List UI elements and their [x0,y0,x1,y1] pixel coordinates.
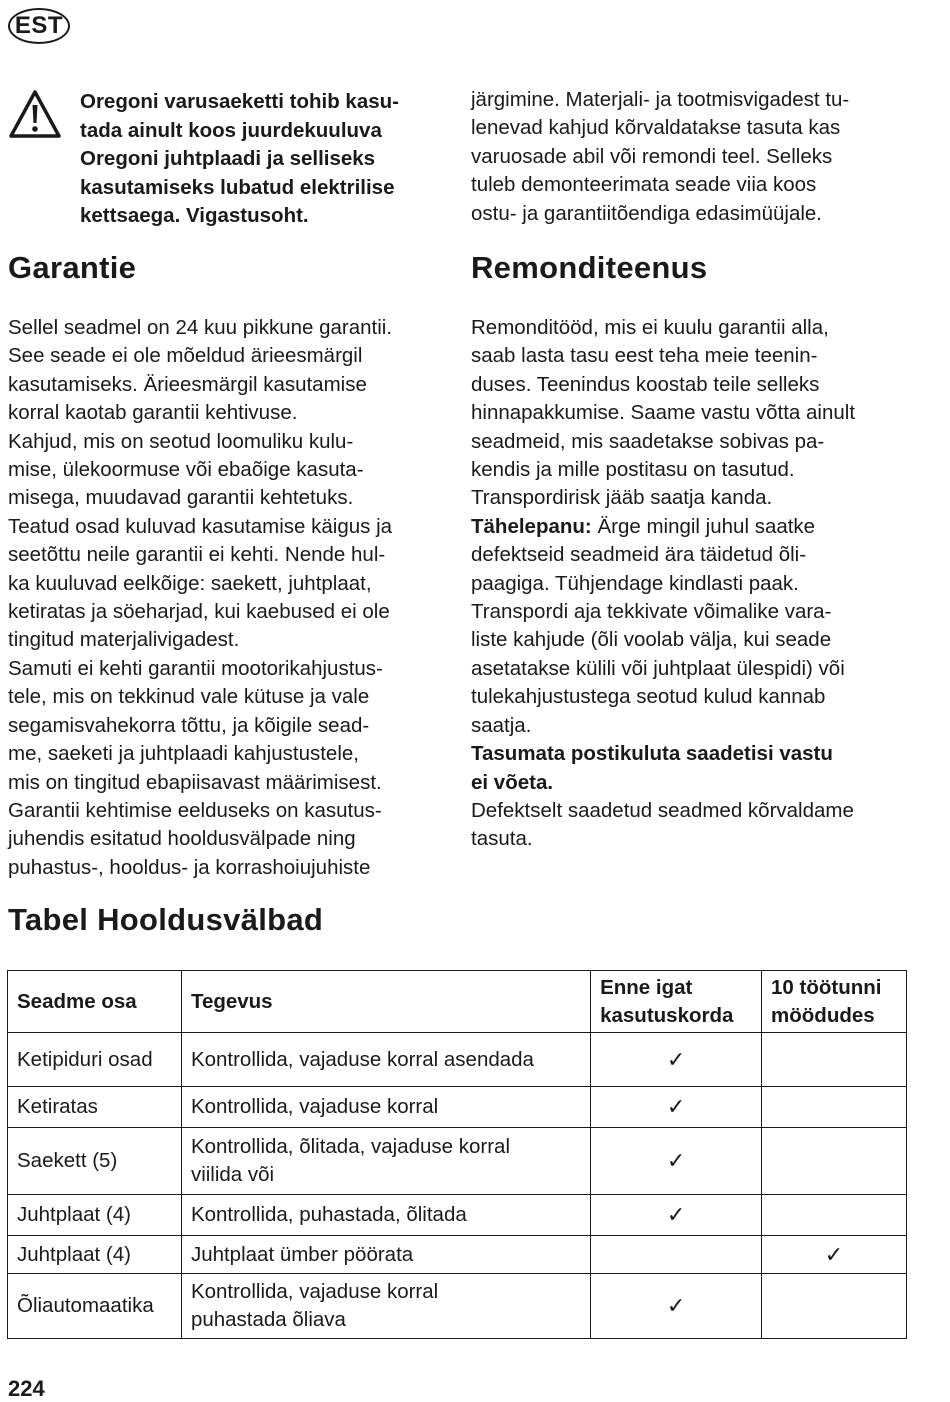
text-line: korral kaotab garantii kehtivuse. [8,401,298,425]
text-line: tasuta. [471,827,533,851]
garantie-heading: Garantie [8,250,137,285]
cell-action: Kontrollida, vajaduse korral asendada [181,1033,590,1087]
check-icon: ✓ [591,1128,762,1195]
text-line: saatja. [471,713,532,737]
attention-label: Tähelepanu: [471,514,592,538]
warning-line: tada ainult koos juurdekuuluva [80,118,382,142]
text-line: Garantii kehtimise eelduseks on kasutus- [8,798,382,822]
text-line: seetõttu neile garantii ei kehti. Nende hul- [8,543,386,567]
check-icon: ✓ [591,1033,762,1087]
text-line: lenevad kahjud kõrvaldatakse tasuta kas [471,116,841,140]
text-line: me, saeketi ja juhtplaadi kahjustustele, [8,742,359,766]
text-line: mis on tingitud ebapiisavast määrimisest. [8,770,382,794]
text-line: puhastus-, hooldus- ja korrashoiujuhiste [8,855,371,879]
cell-action: Kontrollida, õlitada, vajaduse korral viilida või [181,1128,590,1195]
attention-line [471,513,931,541]
cell-after [762,1128,907,1195]
cell-action: Juhtplaat ümber pöörata [181,1236,590,1274]
text-line: misega, muudavad garantii kehtetuks. [8,486,354,510]
remont-text [471,314,931,854]
text-line: saab lasta tasu eest teha meie teenin- [471,344,818,368]
cell-after [762,1274,907,1339]
table-header-row [8,971,907,1033]
text-line: hinnapakkumise. Saame vastu võtta ainult [471,401,856,425]
cell-after [762,1195,907,1236]
text-line: Remonditööd, mis ei kuulu garantii alla, [471,316,829,339]
maintenance-table [7,970,907,1339]
text-line: See seade ei ole mõeldud ärieesmärgil [8,344,363,368]
check-icon: ✓ [762,1236,907,1274]
text-line: järgimine. Materjali- ja tootmisvigadest tu- [471,88,850,111]
text-line: tuleb demonteerimata seade viia koos [471,173,817,197]
header-before: Enne igat kasutuskorda [591,971,762,1033]
cell-part: Õliautomaatika [8,1274,182,1339]
table-row [8,1236,907,1274]
text-line: segamisvahekorra tõttu, ja kõigile sead- [8,713,370,737]
text-line: kendis ja mille postitasu on tasutud. [471,458,795,482]
header-after: 10 töötunni möödudes [762,971,907,1033]
warning-line: Oregoni juhtplaadi ja selliseks [80,147,376,170]
text-line: Sellel seadmel on 24 kuu pikkune garantii. [8,316,393,339]
text-line: paagiga. Tühjendage kindlasti paak. [471,571,799,595]
text-line: ka kuuluvad eelkõige: saekett, juhtplaat, [8,571,372,595]
garantie-text [8,314,458,882]
warning-line: kettsaega. Vigastusoht. [80,204,309,227]
cell-before [591,1236,762,1274]
text-line: duses. Teenindus koostab teile selleks [471,372,820,396]
text-line: defektseid seadmeid ära täidetud õli- [471,543,807,567]
text-line: Kahjud, mis on seotud loomuliku kulu- [8,429,354,453]
text-line: seadmeid, mis saadetakse sobivas pa- [471,429,825,453]
table-row [8,1033,907,1087]
text-line: varuosade abil või remondi teel. Selleks [471,144,833,168]
remont-heading: Remonditeenus [471,250,708,285]
text-line: Transpordi aja tekkivate võimalike vara- [471,600,832,624]
check-icon: ✓ [591,1274,762,1339]
warning-triangle-icon [8,88,62,140]
bold-line: ei võeta. [471,770,554,794]
text-line: asetatakse külili või juhtplaat ülespidi) või [471,656,845,680]
text-line: Defektselt saadetud seadmed kõrvaldame [471,798,854,822]
cell-part: Saekett (5) [8,1128,182,1195]
table-row [8,1274,907,1339]
garantie-continued-text [471,86,931,228]
text-line: tulekahjustustega seotud kulud kannab [471,685,826,709]
page-number: 224 [8,1376,45,1401]
text-line: tingitud materjalivigadest. [8,628,240,652]
cell-part: Juhtplaat (4) [8,1195,182,1236]
text-line: mise, ülekoormuse või ebaõige kasuta- [8,458,364,482]
bold-line: Tasumata postikuluta saadetisi vastu [471,742,833,766]
text-line: Samuti ei kehti garantii mootorikahjustus- [8,656,383,680]
text-line: Teatud osad kuluvad kasutamise käigus ja [8,514,393,538]
text-line: liste kahjude (õli voolab välja, kui seade [471,628,832,652]
table-row [8,1128,907,1195]
language-badge: EST [8,8,70,44]
table-row [8,1195,907,1236]
cell-action: Kontrollida, puhastada, õlitada [181,1195,590,1236]
text-line: juhendis esitatud hooldusvälpade ning [8,827,356,851]
cell-part: Ketipiduri osad [8,1033,182,1087]
attention-first: Ärge mingil juhul saatke [591,514,816,538]
text-line: tele, mis on tekkinud vale kütuse ja vale [8,685,370,709]
header-action: Tegevus [181,971,590,1033]
cell-action: Kontrollida, vajaduse korral puhastada õliava [181,1274,590,1339]
text-line: kasutamiseks. Ärieesmärgil kasutamise [8,372,367,396]
header-part: Seadme osa [8,971,182,1033]
text-line: ketiratas ja söeharjad, kui kaebused ei ole [8,600,390,624]
text-line: Transpordirisk jääb saatja kanda. [471,486,773,510]
cell-after [762,1087,907,1128]
warning-text [80,88,450,231]
cell-part: Juhtplaat (4) [8,1236,182,1274]
cell-action: Kontrollida, vajaduse korral [181,1087,590,1128]
text-line: ostu- ja garantiitõendiga edasimüüjale. [471,201,823,225]
table-row [8,1087,907,1128]
cell-part: Ketiratas [8,1087,182,1128]
check-icon: ✓ [591,1195,762,1236]
warning-line: Oregoni varusaeketti tohib kasu- [80,90,399,113]
check-icon: ✓ [591,1087,762,1128]
cell-after [762,1033,907,1087]
table-heading: Tabel Hooldusvälbad [8,902,324,937]
warning-line: kasutamiseks lubatud elektrilise [80,175,395,199]
